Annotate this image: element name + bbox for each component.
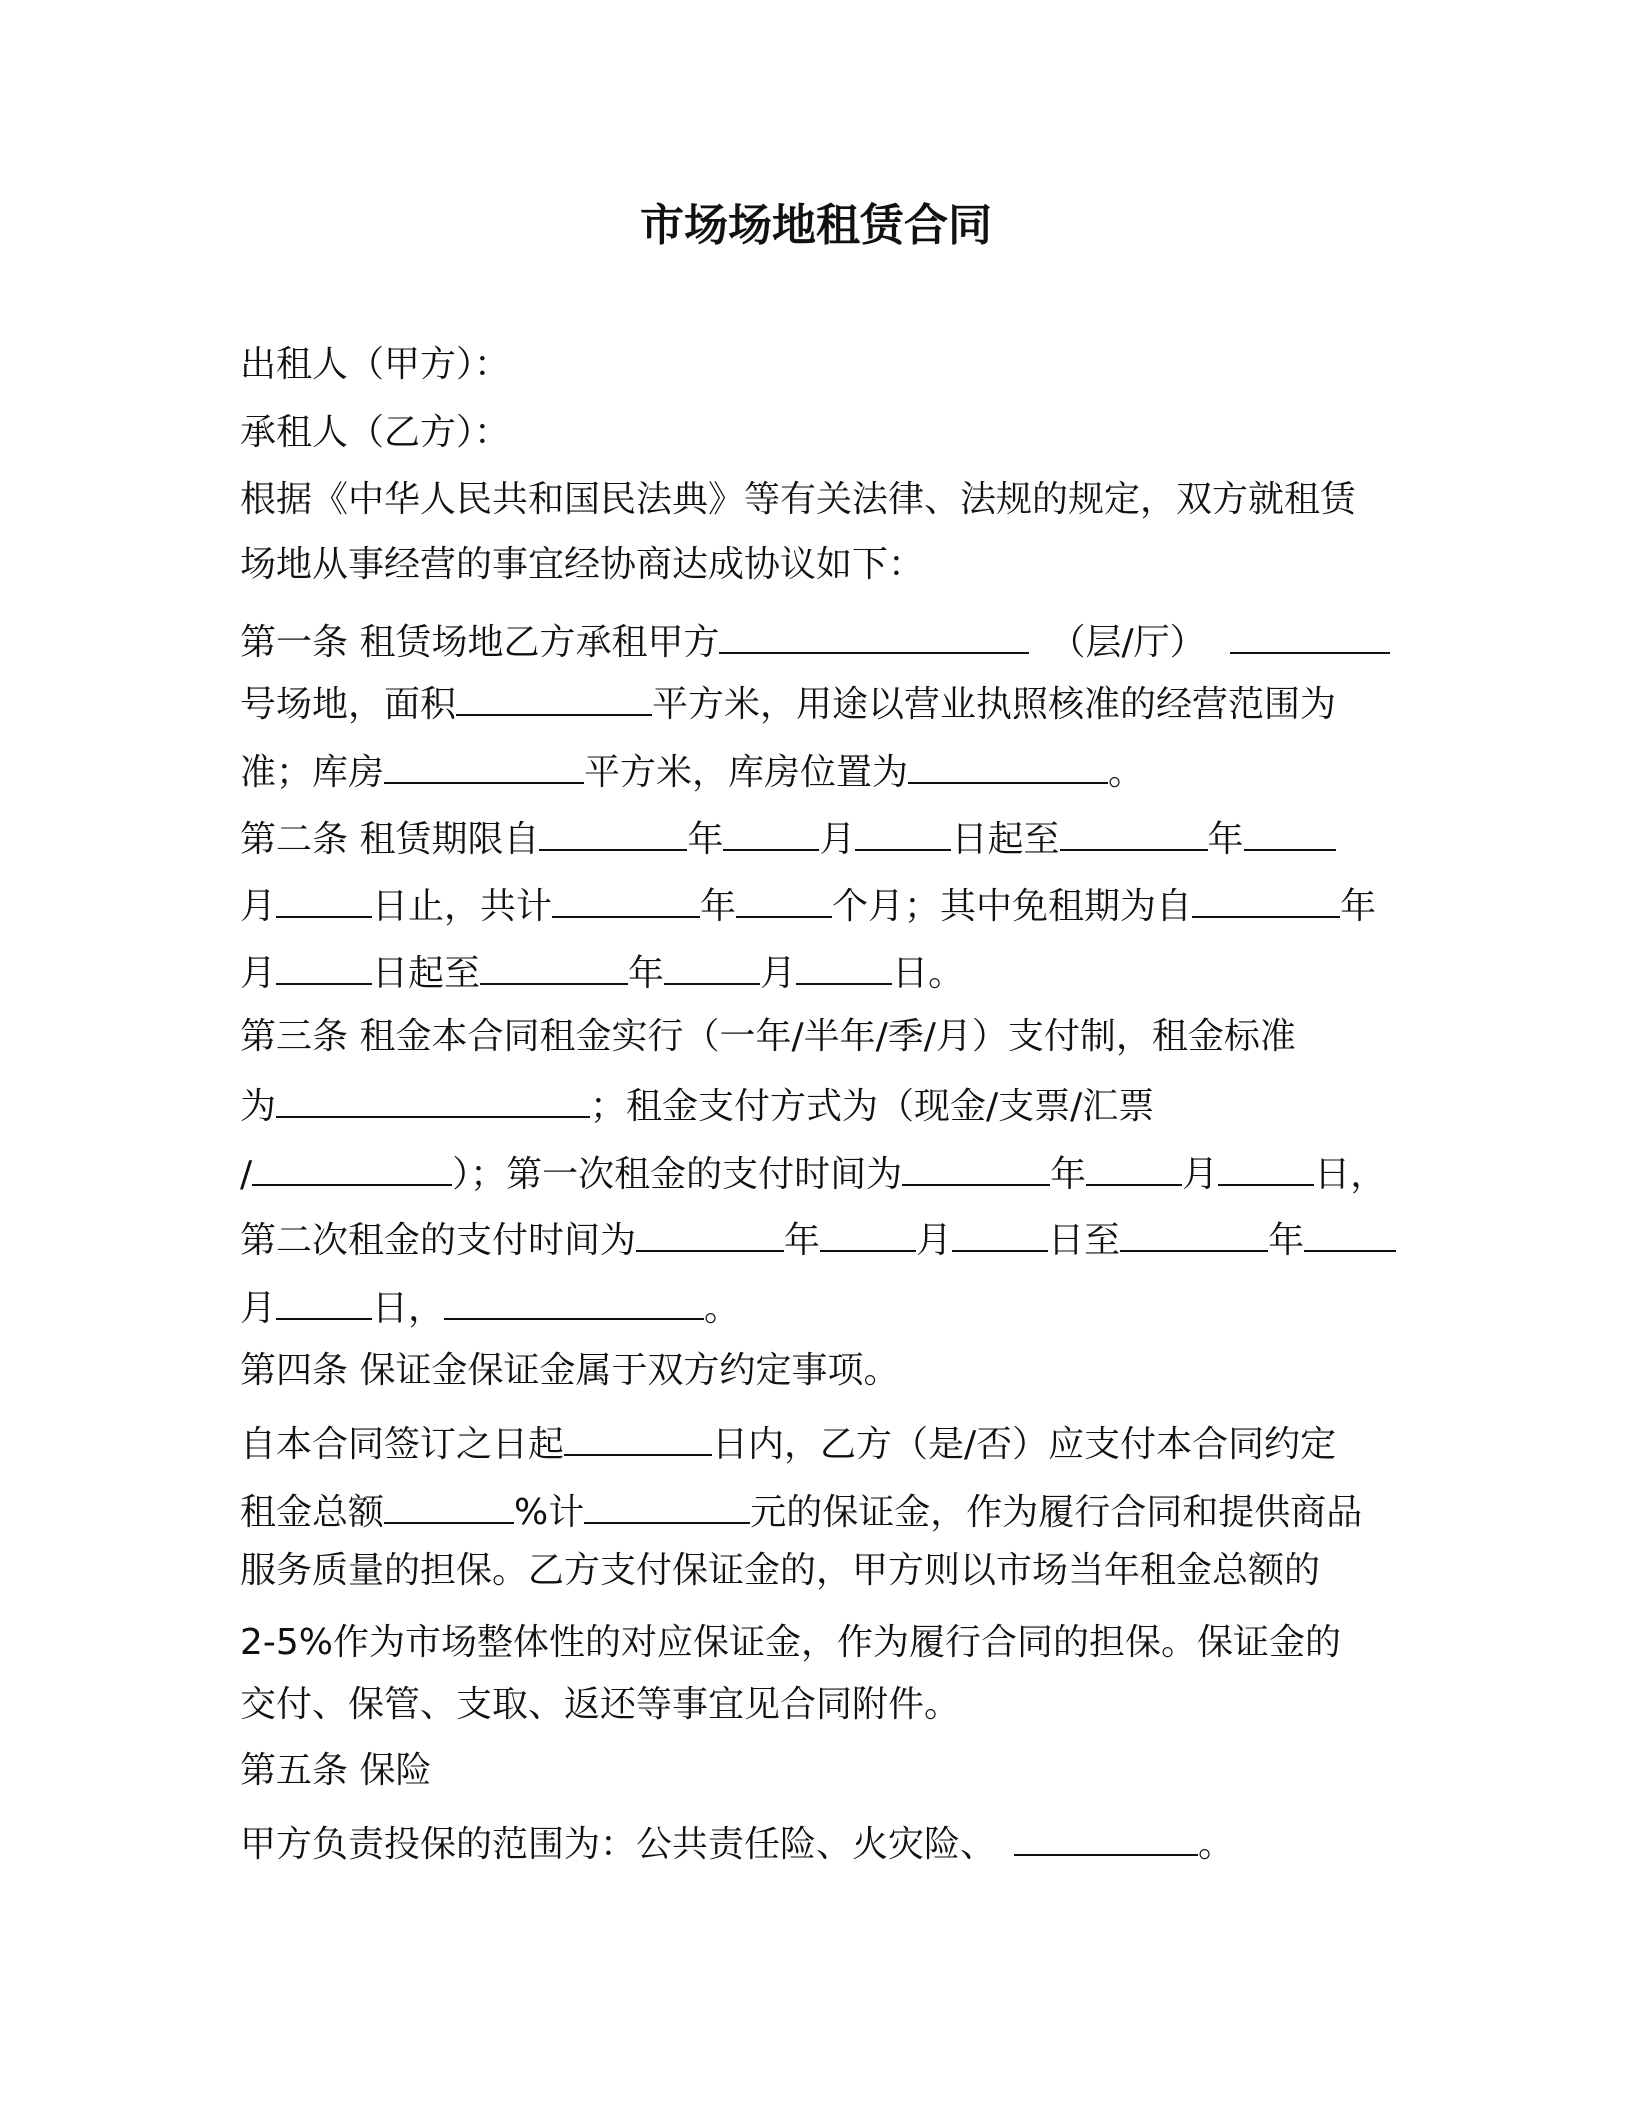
line-text: 年 [1340,886,1377,927]
article-5-line-1 [240,1816,1234,1870]
preamble-line-2 [240,540,924,590]
line-text: 2-5%作为市场整体性的对应保证金，作为履行合同的担保。保证金的 [240,1622,1342,1663]
fill-blank[interactable] [636,1212,784,1252]
line-text: 日起至 [372,953,481,994]
line-text: 元的保证金，作为履行合同和提供商品 [750,1492,1363,1533]
fill-blank[interactable] [252,1146,452,1186]
line-text: 年 [687,819,724,860]
fill-blank[interactable] [276,878,372,918]
line-text: 月 [760,953,797,994]
fill-blank[interactable] [276,945,372,985]
line-text: 日起至 [951,819,1060,860]
line-text: 服务质量的担保。乙方支付保证金的，甲方则以市场当年租金总额的 [240,1550,1321,1591]
line-text: 第一条 租赁场地乙方承租甲方 [240,622,720,663]
fill-blank[interactable] [564,1416,712,1456]
line-text: 年 [1268,1220,1305,1261]
line-text: 年 [784,1220,821,1261]
line-text: 日止，共计 [372,886,553,927]
line-text: 年 [628,953,665,994]
line-text: 月 [240,886,277,927]
line-text: 为 [240,1086,277,1127]
fill-blank[interactable] [952,1212,1048,1252]
line-text: 根据《中华人民共和国民法典》等有关法律、法规的规定，双方就租赁 [240,479,1357,520]
line-text: 日内，乙方（是/否）应支付本合同约定 [712,1424,1337,1465]
fill-blank[interactable] [276,1280,372,1320]
article-4-heading [240,1346,899,1396]
fill-blank[interactable] [1086,1146,1182,1186]
fill-blank[interactable] [1304,1212,1396,1252]
line-text: 日。 [892,953,965,994]
fill-blank[interactable] [480,945,628,985]
fill-blank[interactable] [908,744,1108,784]
fill-blank[interactable] [723,811,819,851]
fill-blank[interactable] [820,1212,916,1252]
line-text: 月 [240,1288,277,1329]
line-text: 准；库房 [240,752,385,793]
line-text: 甲方负责投保的范围为：公共责任险、火灾险、 [240,1824,997,1865]
line-text: 自本合同签订之日起 [240,1424,565,1465]
line-text: ）；第一次租金的支付时间为 [452,1154,903,1195]
article-4-line-2 [240,1484,1362,1538]
line-text: 号场地，面积 [240,684,457,725]
article-1-line-3 [240,744,1144,798]
fill-blank[interactable] [539,811,687,851]
article-3-line-2 [240,1078,1154,1132]
lessor-line [240,340,510,390]
line-text: / [240,1154,253,1195]
line-text: %计 [514,1492,585,1533]
article-2-line-3 [240,945,964,999]
line-text: 年 [1050,1154,1087,1195]
line-text: 第五条 保险 [240,1750,432,1791]
fill-blank[interactable] [1014,1816,1198,1856]
fill-blank[interactable] [1120,1212,1268,1252]
line-text: 第二条 租赁期限自 [240,819,540,860]
article-4-line-4 [240,1618,1341,1668]
fill-blank[interactable] [1192,878,1340,918]
fill-blank[interactable] [796,945,892,985]
fill-blank[interactable] [736,878,832,918]
line-text: （层/厅） [1049,622,1206,663]
fill-blank[interactable] [384,744,584,784]
article-5-heading [240,1746,431,1796]
line-text: 年 [700,886,737,927]
line-text: 。 [1198,1824,1235,1865]
line-text: 第四条 保证金保证金属于双方约定事项。 [240,1350,900,1391]
line-text: 月 [240,953,277,994]
line-text: 场地从事经营的事宜经协商达成协议如下： [240,544,925,585]
fill-blank[interactable] [276,1078,590,1118]
line-text: 月 [819,819,856,860]
line-text: 承租人（乙方）： [240,412,511,453]
line-text: 平方米，库房位置为 [584,752,909,793]
article-3-line-5 [240,1280,740,1334]
line-text: 。 [1108,752,1145,793]
lessee-line [240,408,510,458]
article-4-line-3 [240,1546,1320,1596]
fill-blank[interactable] [1244,811,1336,851]
line-text: 第二次租金的支付时间为 [240,1220,637,1261]
line-text: 日至 [1048,1220,1121,1261]
article-4-line-1 [240,1416,1336,1470]
line-text: 。 [704,1288,741,1329]
article-1-line-2 [240,676,1336,730]
fill-blank[interactable] [1060,811,1208,851]
line-text: 平方米，用途以营业执照核准的经营范围为 [652,684,1337,725]
fill-blank[interactable] [584,1484,750,1524]
line-text: 交付、保管、支取、返还等事宜见合同附件。 [240,1684,961,1725]
document-title: 市场场地租赁合同 [640,200,992,251]
article-3-line-1 [240,1012,1296,1062]
fill-blank[interactable] [444,1280,704,1320]
line-text: 日， [1314,1154,1387,1195]
article-1-line-1 [240,614,1390,668]
line-text: 租金总额 [240,1492,385,1533]
fill-blank[interactable] [1218,1146,1314,1186]
article-3-line-3 [240,1146,1386,1200]
line-text: 日， [372,1288,445,1329]
article-4-line-5 [240,1680,960,1730]
article-2-line-1 [240,811,1336,865]
line-text: 个月；其中免租期为自 [832,886,1193,927]
line-text: 年 [1207,819,1244,860]
fill-blank[interactable] [552,878,700,918]
fill-blank[interactable] [1230,614,1390,654]
article-2-line-2 [240,878,1376,932]
line-text: 月 [916,1220,953,1261]
fill-blank[interactable] [855,811,951,851]
article-3-line-4 [240,1212,1396,1266]
line-text: 月 [1182,1154,1219,1195]
line-text: 出租人（甲方）： [240,344,511,385]
fill-blank[interactable] [456,676,652,716]
line-text: 第三条 租金本合同租金实行（一年/半年/季/月）支付制，租金标准 [240,1016,1296,1057]
preamble-line-1 [240,475,1356,525]
line-text: ；租金支付方式为（现金/支票/汇票 [590,1086,1155,1127]
fill-blank[interactable] [664,945,760,985]
fill-blank[interactable] [719,614,1029,654]
fill-blank[interactable] [902,1146,1050,1186]
fill-blank[interactable] [384,1484,514,1524]
